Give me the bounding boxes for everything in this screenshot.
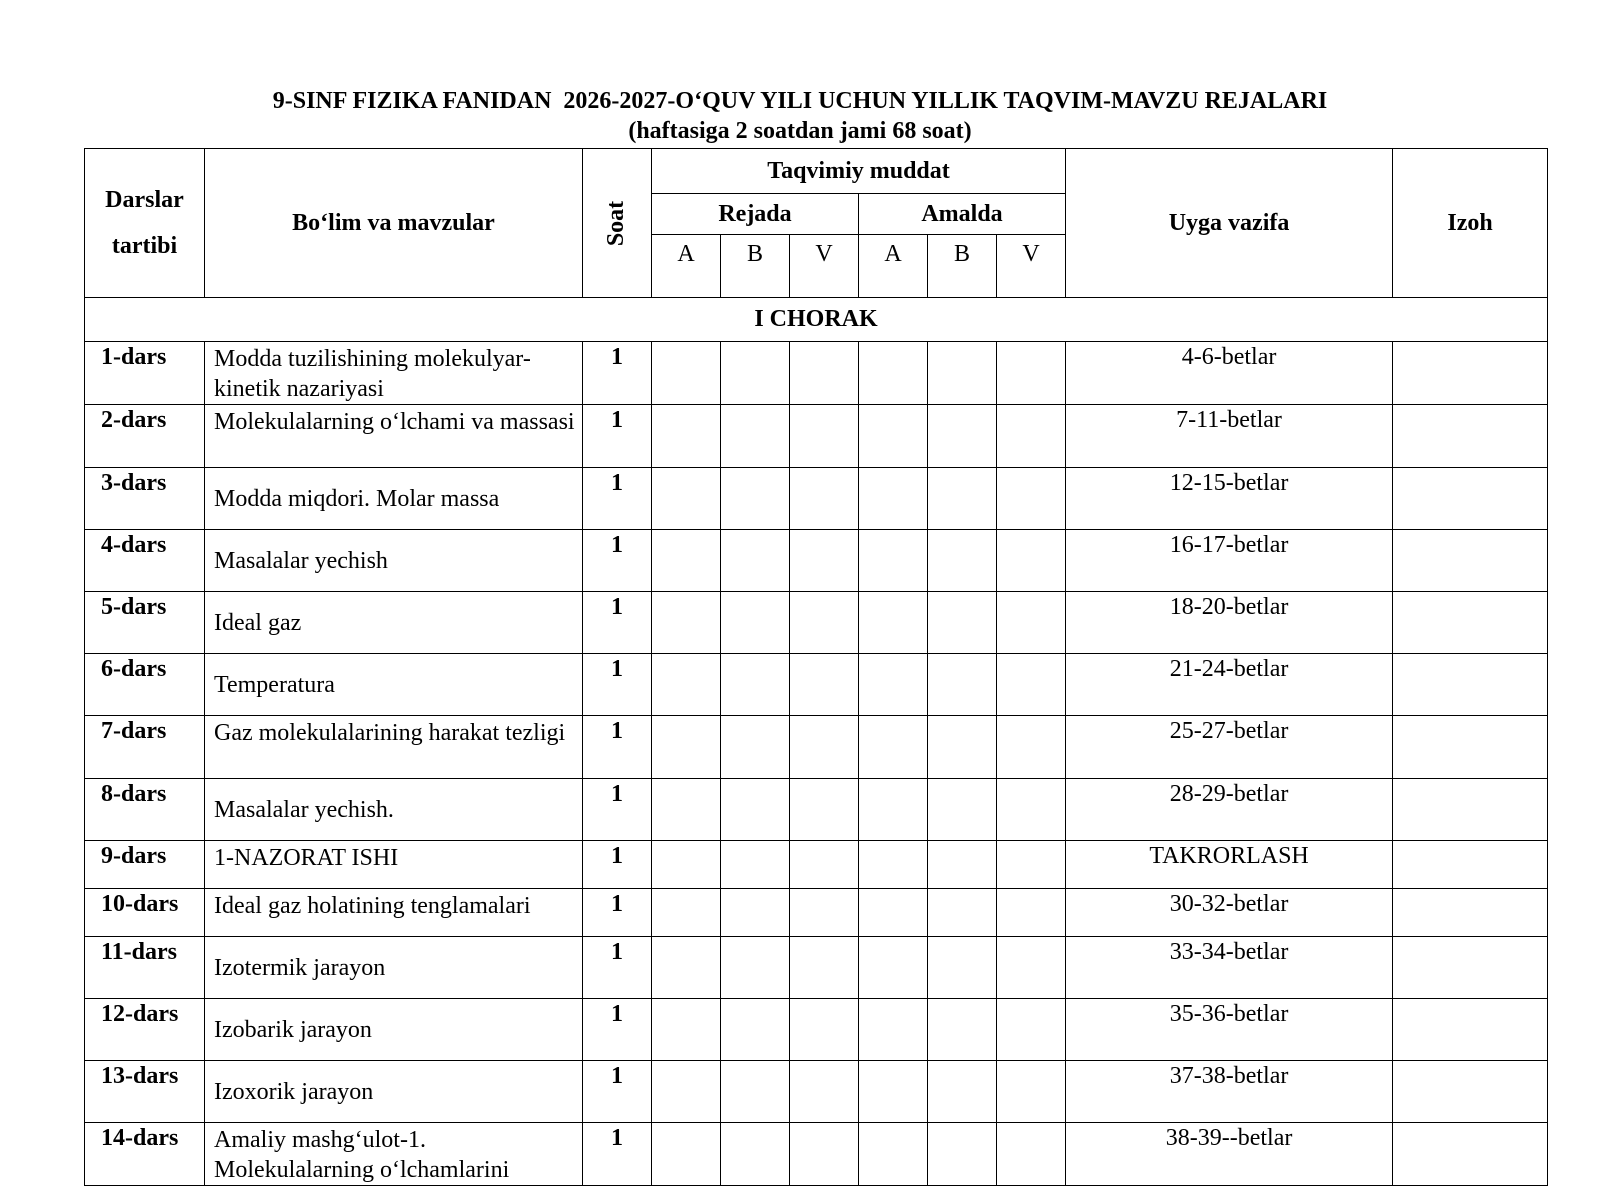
- header-rejada-b: B: [721, 235, 790, 298]
- table-row: [85, 592, 1548, 654]
- homework: 38-39--betlar: [1066, 1123, 1393, 1186]
- date-cell-amalda-b: [928, 716, 997, 779]
- date-cell-amalda-a: [859, 530, 928, 592]
- date-cell-rejada-v: [790, 937, 859, 999]
- note-cell: [1393, 841, 1548, 889]
- lesson-number: 3-dars: [85, 468, 205, 530]
- date-cell-rejada-a: [652, 592, 721, 654]
- date-cell-amalda-v: [997, 468, 1066, 530]
- table-row: [85, 530, 1548, 592]
- date-cell-rejada-v: [790, 1123, 859, 1186]
- date-cell-rejada-a: [652, 889, 721, 937]
- date-cell-rejada-a: [652, 654, 721, 716]
- date-cell-amalda-a: [859, 592, 928, 654]
- date-cell-rejada-a: [652, 405, 721, 468]
- lesson-number: 1-dars: [85, 342, 205, 405]
- lesson-topic: 1-NAZORAT ISHI: [205, 841, 583, 889]
- date-cell-amalda-v: [997, 716, 1066, 779]
- table-row: [85, 937, 1548, 999]
- date-cell-rejada-a: [652, 841, 721, 889]
- date-cell-amalda-b: [928, 999, 997, 1061]
- table-row: [85, 342, 1548, 405]
- header-amalda: Amalda: [859, 194, 1066, 235]
- date-cell-amalda-v: [997, 889, 1066, 937]
- homework: TAKRORLASH: [1066, 841, 1393, 889]
- lesson-topic: Temperatura: [205, 654, 583, 716]
- date-cell-rejada-v: [790, 716, 859, 779]
- date-cell-rejada-b: [721, 841, 790, 889]
- lesson-number: 11-dars: [85, 937, 205, 999]
- table-row: [85, 999, 1548, 1061]
- date-cell-rejada-v: [790, 468, 859, 530]
- lesson-hours: 1: [583, 654, 652, 716]
- homework: 21-24-betlar: [1066, 654, 1393, 716]
- header-rejada-v: V: [790, 235, 859, 298]
- date-cell-rejada-b: [721, 999, 790, 1061]
- date-cell-amalda-b: [928, 1061, 997, 1123]
- date-cell-amalda-a: [859, 654, 928, 716]
- note-cell: [1393, 889, 1548, 937]
- header-rejada: Rejada: [652, 194, 859, 235]
- date-cell-amalda-v: [997, 1123, 1066, 1186]
- homework: 37-38-betlar: [1066, 1061, 1393, 1123]
- date-cell-rejada-b: [721, 716, 790, 779]
- lesson-number: 13-dars: [85, 1061, 205, 1123]
- section-row: I CHORAK: [85, 298, 1548, 342]
- lesson-hours: 1: [583, 530, 652, 592]
- date-cell-amalda-b: [928, 1123, 997, 1186]
- date-cell-amalda-b: [928, 405, 997, 468]
- date-cell-rejada-a: [652, 716, 721, 779]
- homework: 28-29-betlar: [1066, 779, 1393, 841]
- lesson-hours: 1: [583, 342, 652, 405]
- lesson-topic: Izobarik jarayon: [205, 999, 583, 1061]
- note-cell: [1393, 1123, 1548, 1186]
- header-darslar-line1: Darslar: [105, 187, 184, 213]
- note-cell: [1393, 468, 1548, 530]
- homework: 4-6-betlar: [1066, 342, 1393, 405]
- note-cell: [1393, 592, 1548, 654]
- lesson-number: 10-dars: [85, 889, 205, 937]
- date-cell-rejada-b: [721, 779, 790, 841]
- date-cell-amalda-v: [997, 1061, 1066, 1123]
- date-cell-rejada-b: [721, 530, 790, 592]
- date-cell-amalda-b: [928, 937, 997, 999]
- date-cell-rejada-b: [721, 405, 790, 468]
- lesson-number: 12-dars: [85, 999, 205, 1061]
- date-cell-rejada-b: [721, 468, 790, 530]
- table-row: [85, 468, 1548, 530]
- lesson-topic: Ideal gaz holatining tenglamalari: [205, 889, 583, 937]
- date-cell-amalda-a: [859, 342, 928, 405]
- date-cell-amalda-a: [859, 468, 928, 530]
- date-cell-rejada-v: [790, 530, 859, 592]
- header-izoh: Izoh: [1393, 149, 1548, 298]
- date-cell-rejada-a: [652, 530, 721, 592]
- date-cell-rejada-b: [721, 889, 790, 937]
- homework: 35-36-betlar: [1066, 999, 1393, 1061]
- header-amalda-v: V: [997, 235, 1066, 298]
- date-cell-rejada-a: [652, 342, 721, 405]
- date-cell-amalda-b: [928, 530, 997, 592]
- header-soat-label: Soat: [603, 200, 630, 246]
- table-row: [85, 405, 1548, 468]
- lesson-topic: Izoxorik jarayon: [205, 1061, 583, 1123]
- table-row: [85, 716, 1548, 779]
- lesson-topic: Molekulalarning o‘lchami va massasi: [205, 405, 583, 468]
- date-cell-rejada-a: [652, 779, 721, 841]
- date-cell-amalda-b: [928, 654, 997, 716]
- date-cell-amalda-a: [859, 937, 928, 999]
- homework: 18-20-betlar: [1066, 592, 1393, 654]
- date-cell-rejada-b: [721, 342, 790, 405]
- lesson-topic: Masalalar yechish.: [205, 779, 583, 841]
- date-cell-rejada-v: [790, 342, 859, 405]
- header-bolim: Bo‘lim va mavzular: [205, 149, 583, 298]
- header-amalda-a: A: [859, 235, 928, 298]
- lesson-topic: Masalalar yechish: [205, 530, 583, 592]
- date-cell-amalda-a: [859, 841, 928, 889]
- header-rejada-a: A: [652, 235, 721, 298]
- note-cell: [1393, 716, 1548, 779]
- date-cell-rejada-a: [652, 1123, 721, 1186]
- title-line-1: 9-SINF FIZIKA FANIDAN 2026-2027-O‘QUV YILI UCHUN YILLIK TAQVIM-MAVZU REJALARI: [272, 88, 1328, 114]
- date-cell-amalda-b: [928, 841, 997, 889]
- date-cell-rejada-b: [721, 1061, 790, 1123]
- lesson-number: 7-dars: [85, 716, 205, 779]
- note-cell: [1393, 999, 1548, 1061]
- header-soat: [583, 149, 652, 298]
- date-cell-amalda-v: [997, 999, 1066, 1061]
- date-cell-amalda-a: [859, 999, 928, 1061]
- date-cell-rejada-v: [790, 654, 859, 716]
- date-cell-rejada-b: [721, 937, 790, 999]
- date-cell-rejada-b: [721, 1123, 790, 1186]
- date-cell-amalda-b: [928, 342, 997, 405]
- lesson-number: 9-dars: [85, 841, 205, 889]
- lesson-topic: Amaliy mashg‘ulot-1. Molekulalarning o‘lchamlarini: [205, 1123, 583, 1186]
- date-cell-rejada-b: [721, 592, 790, 654]
- note-cell: [1393, 405, 1548, 468]
- lesson-hours: 1: [583, 1061, 652, 1123]
- date-cell-rejada-v: [790, 841, 859, 889]
- lesson-number: 2-dars: [85, 405, 205, 468]
- lesson-number: 14-dars: [85, 1123, 205, 1186]
- lesson-number: 8-dars: [85, 779, 205, 841]
- lesson-hours: 1: [583, 405, 652, 468]
- note-cell: [1393, 779, 1548, 841]
- date-cell-amalda-v: [997, 342, 1066, 405]
- homework: 30-32-betlar: [1066, 889, 1393, 937]
- date-cell-amalda-b: [928, 468, 997, 530]
- note-cell: [1393, 937, 1548, 999]
- homework: 33-34-betlar: [1066, 937, 1393, 999]
- lesson-topic: Ideal gaz: [205, 592, 583, 654]
- note-cell: [1393, 342, 1548, 405]
- homework: 16-17-betlar: [1066, 530, 1393, 592]
- table-row: [85, 779, 1548, 841]
- note-cell: [1393, 654, 1548, 716]
- date-cell-rejada-v: [790, 779, 859, 841]
- date-cell-amalda-a: [859, 889, 928, 937]
- date-cell-amalda-v: [997, 592, 1066, 654]
- header-amalda-b: B: [928, 235, 997, 298]
- lesson-topic: Modda tuzilishining molekulyar-kinetik nazariyasi: [205, 342, 583, 405]
- lesson-hours: 1: [583, 841, 652, 889]
- date-cell-rejada-v: [790, 1061, 859, 1123]
- date-cell-amalda-a: [859, 1061, 928, 1123]
- date-cell-amalda-v: [997, 937, 1066, 999]
- lesson-number: 5-dars: [85, 592, 205, 654]
- lesson-topic: Modda miqdori. Molar massa: [205, 468, 583, 530]
- lesson-hours: 1: [583, 592, 652, 654]
- lesson-number: 6-dars: [85, 654, 205, 716]
- lesson-hours: 1: [583, 999, 652, 1061]
- date-cell-amalda-v: [997, 841, 1066, 889]
- date-cell-rejada-v: [790, 999, 859, 1061]
- date-cell-amalda-a: [859, 779, 928, 841]
- table-row: [85, 889, 1548, 937]
- date-cell-amalda-a: [859, 716, 928, 779]
- date-cell-rejada-a: [652, 999, 721, 1061]
- date-cell-rejada-a: [652, 1061, 721, 1123]
- date-cell-amalda-v: [997, 530, 1066, 592]
- note-cell: [1393, 530, 1548, 592]
- homework: 12-15-betlar: [1066, 468, 1393, 530]
- plan-table: [84, 148, 1548, 1186]
- lesson-topic: Gaz molekulalarining harakat tezligi: [205, 716, 583, 779]
- date-cell-amalda-b: [928, 779, 997, 841]
- lesson-hours: 1: [583, 937, 652, 999]
- document-title: [0, 86, 1600, 146]
- title-line-2: (haftasiga 2 soatdan jami 68 soat): [628, 118, 972, 144]
- date-cell-rejada-a: [652, 468, 721, 530]
- date-cell-amalda-b: [928, 592, 997, 654]
- date-cell-amalda-a: [859, 405, 928, 468]
- table-row: [85, 841, 1548, 889]
- lesson-hours: 1: [583, 889, 652, 937]
- date-cell-amalda-b: [928, 889, 997, 937]
- table-row: [85, 1123, 1548, 1186]
- date-cell-amalda-v: [997, 405, 1066, 468]
- date-cell-rejada-v: [790, 889, 859, 937]
- header-darslar: [85, 149, 205, 298]
- date-cell-amalda-v: [997, 654, 1066, 716]
- lesson-topic: Izotermik jarayon: [205, 937, 583, 999]
- header-uyga: Uyga vazifa: [1066, 149, 1393, 298]
- table-row: [85, 1061, 1548, 1123]
- date-cell-rejada-a: [652, 937, 721, 999]
- date-cell-rejada-v: [790, 405, 859, 468]
- date-cell-amalda-v: [997, 779, 1066, 841]
- table-row: [85, 654, 1548, 716]
- homework: 25-27-betlar: [1066, 716, 1393, 779]
- header-taqvimiy: Taqvimiy muddat: [652, 149, 1066, 194]
- lesson-hours: 1: [583, 779, 652, 841]
- lesson-hours: 1: [583, 468, 652, 530]
- lesson-hours: 1: [583, 716, 652, 779]
- homework: 7-11-betlar: [1066, 405, 1393, 468]
- header-darslar-line2: tartibi: [111, 233, 178, 259]
- lesson-hours: 1: [583, 1123, 652, 1186]
- note-cell: [1393, 1061, 1548, 1123]
- date-cell-rejada-v: [790, 592, 859, 654]
- date-cell-amalda-a: [859, 1123, 928, 1186]
- lesson-number: 4-dars: [85, 530, 205, 592]
- date-cell-rejada-b: [721, 654, 790, 716]
